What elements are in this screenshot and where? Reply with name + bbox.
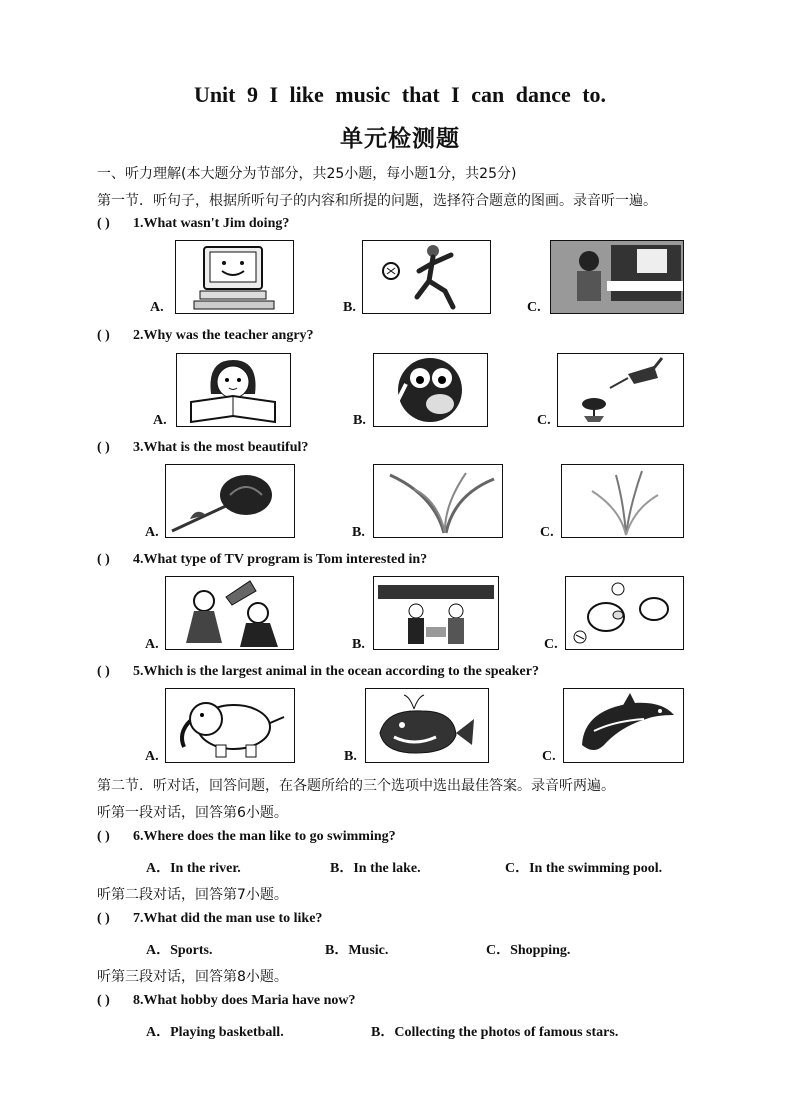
girl-reading-image[interactable] [176,353,291,427]
whale-image[interactable] [365,688,489,763]
option-7a[interactable]: A．Sports. [146,943,213,958]
dolphin-image[interactable] [563,688,684,763]
option-b-label: B. [344,749,357,764]
option-c-label: C. [542,749,556,764]
question-6-text: 6.Where does the man like to go swimming? [133,829,396,844]
option-a-label: A. [153,413,167,428]
elephant-image[interactable] [165,688,295,763]
answer-blank[interactable]: ( ) [97,664,110,679]
question-1-text: 1.What wasn't Jim doing? [133,216,290,231]
question-3-text: 3.What is the most beautiful? [133,440,309,455]
option-a-label: A. [145,525,159,540]
question-7-text: 7.What did the man use to like? [133,911,323,926]
option-8b[interactable]: B．Collecting the photos of famous stars. [371,1025,619,1040]
dialog-2-intro: 听第二段对话，回答第7小题。 [97,887,288,903]
crying-face-image[interactable] [373,353,488,427]
option-c-label: C. [527,300,541,315]
page-subtitle: 单元检测题 [340,126,460,152]
option-7b[interactable]: B．Music. [325,943,389,958]
option-7c[interactable]: C．Shopping. [486,943,571,958]
option-c-label: C. [540,525,554,540]
question-5-text: 5.Which is the largest animal in the ocean according to the speaker? [133,664,539,679]
answer-blank[interactable]: ( ) [97,216,110,231]
option-a-label: A. [145,749,159,764]
answer-blank[interactable]: ( ) [97,328,110,343]
part2-instruction: 第二节．听对话，回答问题，在各题所给的三个选项中选出最佳答案。录音听两遍。 [97,778,615,794]
rice-plant-image[interactable] [561,464,684,538]
answer-blank[interactable]: ( ) [97,552,110,567]
question-4-text: 4.What type of TV program is Tom interested in? [133,552,428,567]
grass-image[interactable] [373,464,503,538]
option-8a[interactable]: A．Playing basketball. [146,1025,284,1040]
option-a-label: A. [145,637,159,652]
question-8-text: 8.What hobby does Maria have now? [133,993,356,1008]
dialog-1-intro: 听第一段对话，回答第6小题。 [97,805,288,821]
computer-image[interactable] [175,240,294,314]
option-b-label: B. [352,637,365,652]
section-heading: 一、听力理解(本大题分为节部分，共25小题，每小题1分，共25分) [97,166,517,182]
game-show-image[interactable] [373,576,499,650]
page-title: Unit 9 I like music that I can dance to. [193,82,607,107]
watering-plant-image[interactable] [557,353,684,427]
question-2-text: 2.Why was the teacher angry? [133,328,314,343]
option-b-label: B. [352,525,365,540]
cartoon-pigs-image[interactable] [565,576,684,650]
answer-blank[interactable]: ( ) [97,829,110,844]
option-c-label: C. [537,413,551,428]
option-b-label: B. [353,413,366,428]
option-6a[interactable]: A．In the river. [146,861,241,876]
answer-blank[interactable]: ( ) [97,993,110,1008]
part1-instruction: 第一节．听句子，根据所听句子的内容和所提的问题，选择符合题意的图画。录音听一遍。 [97,193,657,209]
cartoon-fight-image[interactable] [165,576,294,650]
dialog-3-intro: 听第三段对话，回答第8小题。 [97,969,288,985]
boy-piano-image[interactable] [550,240,684,314]
soccer-player-image[interactable] [362,240,491,314]
option-a-label: A. [150,300,164,315]
option-6b[interactable]: B．In the lake. [330,861,421,876]
rose-image[interactable] [165,464,295,538]
option-b-label: B. [343,300,356,315]
answer-blank[interactable]: ( ) [97,440,110,455]
option-6c[interactable]: C．In the swimming pool. [505,861,663,876]
answer-blank[interactable]: ( ) [97,911,110,926]
option-c-label: C. [544,637,558,652]
